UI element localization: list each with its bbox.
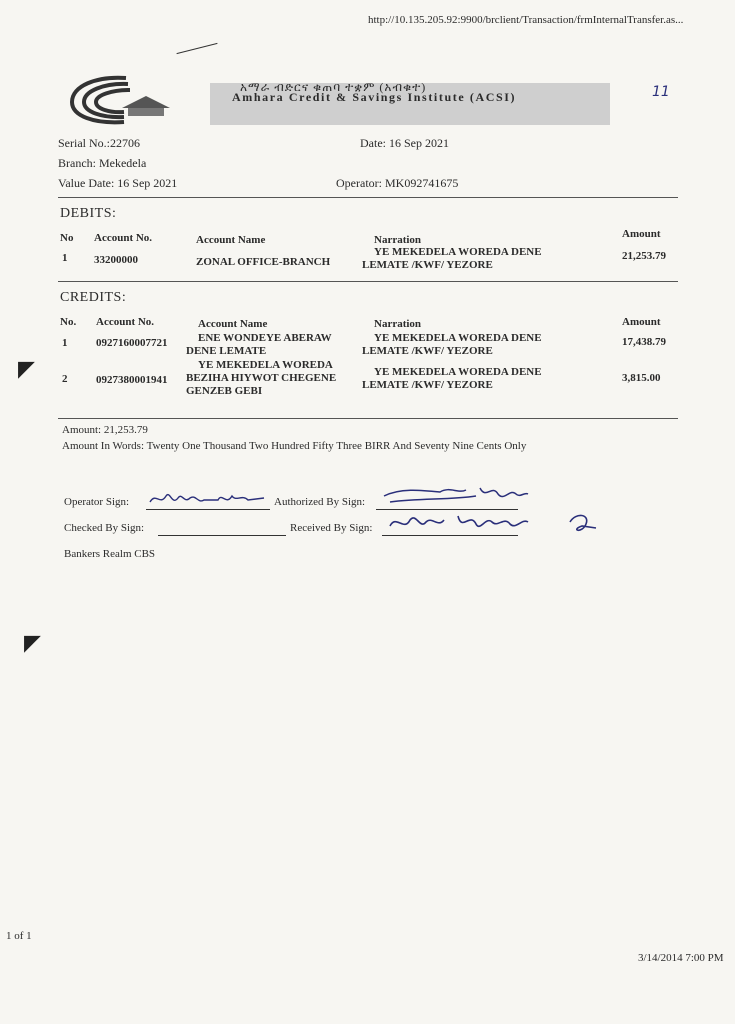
divider xyxy=(58,197,678,198)
authorized-sign-label: Authorized By Sign: xyxy=(274,496,366,508)
credits-header-account-no: Account No. xyxy=(96,316,155,328)
binder-hole-mark-icon: ◤ xyxy=(18,356,35,381)
serial-number: Serial No.:22706 xyxy=(58,136,140,150)
checked-sign-label: Checked By Sign: xyxy=(64,522,145,534)
credits-header-account-name: Account Name xyxy=(198,318,268,330)
credit-row-amount: 17,438.79 xyxy=(622,336,666,348)
credits-header-amount: Amount xyxy=(622,316,661,328)
value-date: Value Date: 16 Sep 2021 xyxy=(58,176,178,190)
credit-row-account-no: 0927380001941 xyxy=(96,374,168,386)
branch: Branch: Mekedela xyxy=(58,156,147,170)
amount-in-words: Amount In Words: Twenty One Thousand Two Hundred Fifty Three BIRR And Seventy Nine Cents Only xyxy=(62,440,527,452)
credits-header-no: No. xyxy=(60,316,77,328)
system-name: Bankers Realm CBS xyxy=(64,548,156,560)
debits-header-account-name: Account Name xyxy=(196,234,266,246)
binder-hole-mark-icon: ◤ xyxy=(24,630,41,655)
handwritten-page-mark: 11 xyxy=(652,84,670,100)
operator-sign-label: Operator Sign: xyxy=(64,496,130,508)
debit-row-account-no: 33200000 xyxy=(94,254,138,266)
debits-header-no: No xyxy=(60,232,74,244)
credit-row-account-name: ENE WONDEYE ABERAW DENE LEMATE xyxy=(186,332,332,357)
acsi-logo-icon xyxy=(66,72,186,128)
debits-header-amount: Amount xyxy=(622,228,661,240)
credit-row-account-name: YE MEKEDELA WOREDA BEZIHA HIYWOT CHEGENE GENZEB GEBI xyxy=(186,359,337,397)
debits-header-account-no: Account No. xyxy=(94,232,153,244)
pen-stroke xyxy=(177,43,218,54)
operator: Operator: MK092741675 xyxy=(336,176,459,190)
debit-row-account-name: ZONAL OFFICE-BRANCH xyxy=(196,256,331,268)
debit-row-amount: 21,253.79 xyxy=(622,250,666,262)
divider xyxy=(58,281,678,282)
debit-row-no: 1 xyxy=(62,252,68,264)
credit-row-no: 2 xyxy=(62,373,68,385)
debits-title: DEBITS: xyxy=(60,206,117,221)
credit-row-narration: YE MEKEDELA WOREDA DENE LEMATE /KWF/ YEZORE xyxy=(362,332,542,357)
debits-header-narration: Narration xyxy=(374,234,422,246)
credits-header-narration: Narration xyxy=(374,318,422,330)
print-timestamp: 3/14/2014 7:00 PM xyxy=(638,952,724,964)
date: Date: 16 Sep 2021 xyxy=(360,136,449,150)
received-signature xyxy=(386,506,606,540)
page-url: http://10.135.205.92:9900/brclient/Transaction/frmInternalTransfer.as... xyxy=(368,14,684,26)
checked-sign-line xyxy=(158,535,286,536)
page-number: 1 of 1 xyxy=(6,930,32,942)
credit-row-account-no: 0927160007721 xyxy=(96,337,168,349)
operator-signature xyxy=(148,488,268,510)
credits-title: CREDITS: xyxy=(60,290,127,305)
credit-row-narration: YE MEKEDELA WOREDA DENE LEMATE /KWF/ YEZORE xyxy=(362,366,542,391)
org-name-amharic: አማራ ብድርና ቁጠባ ተቋም (አብቁተ) xyxy=(240,80,427,94)
divider xyxy=(58,418,678,419)
credit-row-amount: 3,815.00 xyxy=(622,372,661,384)
debit-row-narration: YE MEKEDELA WOREDA DENE LEMATE /KWF/ YEZORE xyxy=(362,246,542,271)
credit-row-no: 1 xyxy=(62,337,68,349)
total-amount: Amount: 21,253.79 xyxy=(62,424,148,436)
received-sign-label: Received By Sign: xyxy=(290,522,373,534)
org-name: Amhara Credit & Savings Institute (ACSI) xyxy=(232,90,517,104)
